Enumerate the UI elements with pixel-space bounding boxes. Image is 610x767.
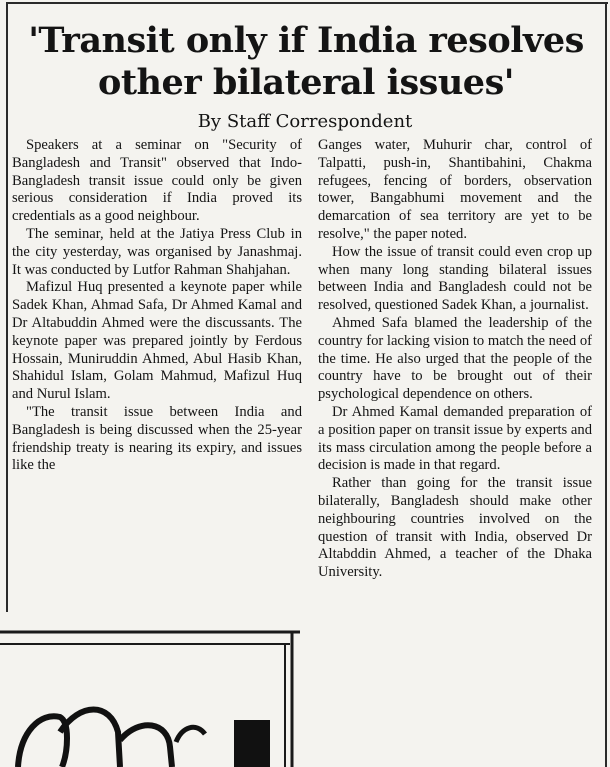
paragraph: The seminar, held at the Jatiya Press Club in the city yesterday, was organised by Janashmaj. It was conducted by Lutfor Rahman Shahjahan. xyxy=(12,225,302,278)
top-rule xyxy=(6,2,608,4)
paragraph: Dr Ahmed Kamal demanded preparation of a position paper on transit issue by experts and its mass circulation among the people before a decision is made in that regard. xyxy=(318,403,592,474)
headline xyxy=(10,20,602,104)
paragraph: How the issue of transit could even crop up when many long standing bilateral issues between India and Bangladesh could not be resolved, questioned Sadek Khan, a journalist. xyxy=(318,243,592,314)
paragraph: Mafizul Huq presented a keynote paper while Sadek Khan, Ahmad Safa, Dr Ahmed Kamal and Dr Altabuddin Ahmed were the discussants. The keynote paper was prepared jointly by Ferdous Hossain, Muniruddin Ahmed, Abul Hasib Khan, Shahidul Islam, Golam Mahmud, Mafizul Huq and Nurul Islam. xyxy=(12,279,302,403)
byline: By Staff Correspondent xyxy=(197,111,413,132)
paragraph: Ahmed Safa blamed the leadership of the country for lacking vision to match the need of the time. He also urged that the people of the country have to be brought out of their psychological dependence on others. xyxy=(318,314,592,403)
article-column-left xyxy=(12,137,302,475)
left-rule xyxy=(6,2,8,612)
paragraph: Ganges water, Muhurir char, control of Talpatti, push-in, Shantibahini, Chakma refugees, fencing of borders, observation tower, Bangabhumi movement and the demarcation of sea territory are yet to be resolve," the paper noted. xyxy=(318,137,592,242)
paragraph: Rather than going for the transit issue bilaterally, Bangladesh should make other neighbouring countries involved on the question of transit with India, observed Dr Altabddin Ahmed, a teacher of the Dhaka University. xyxy=(318,475,592,581)
headline-line-2: other bilateral issues' xyxy=(98,62,514,103)
cartoon-illustration xyxy=(0,622,300,767)
paragraph: "The transit issue between India and Bangladesh is being discussed when the 25-year friendship treaty is nearing its expiry, and issues like the xyxy=(12,403,302,474)
paragraph: Speakers at a seminar on "Security of Bangladesh and Transit" observed that Indo-Bangladesh transit issue could only be given serious consideration if India proved its credentials as a good neighbour. xyxy=(12,137,302,225)
headline-line-1: 'Transit only if India resolves xyxy=(28,20,584,61)
article-column-right xyxy=(318,137,592,582)
